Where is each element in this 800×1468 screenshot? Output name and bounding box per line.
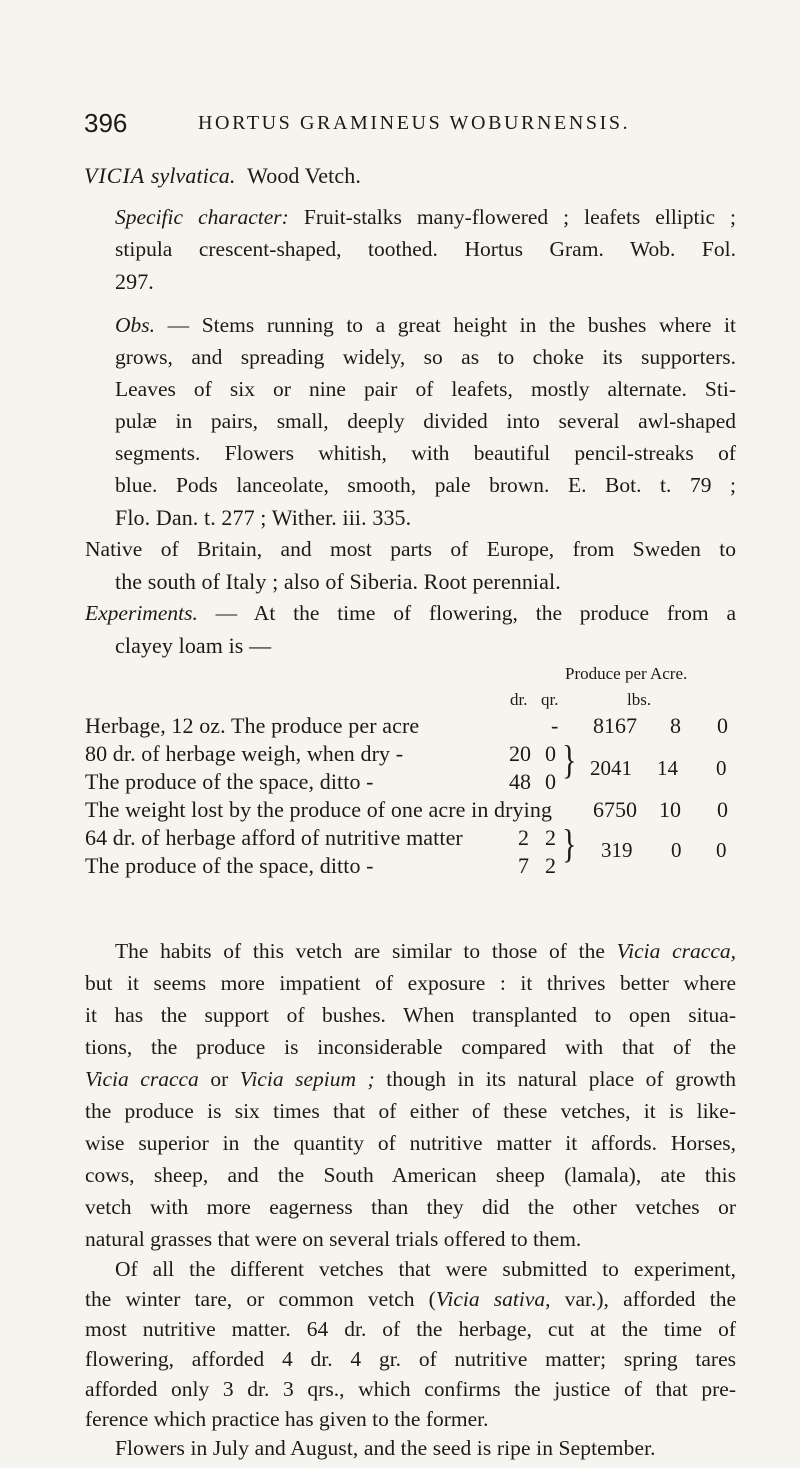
specific-label: Specific character: (115, 205, 289, 229)
body-p1-italic-1: Vicia cracca, (616, 939, 736, 963)
table-row-3-qr: 0 (545, 769, 556, 794)
specific-line-1 (115, 205, 736, 230)
body-p2-line-6: ference which practice has given to the former. (85, 1407, 489, 1431)
table-row-5-label: 64 dr. of herbage afford of nutritive matter (85, 825, 463, 850)
obs-line-7: Flo. Dan. t. 277 ; Wither. iii. 335. (115, 505, 412, 530)
acre-row-1-dr: 0 (717, 713, 728, 738)
acre-row-2-lbs: 2041 (590, 756, 632, 780)
acre-row-2-oz: 14 (657, 756, 678, 780)
table-row-1-dash: - (551, 713, 559, 738)
experiments-line-1 (85, 601, 736, 626)
table-row-6-qr: 2 (545, 853, 556, 878)
obs-line-6: blue. Pods lanceolate, smooth, pale brown. E. Bot. t. 79 ; (115, 473, 736, 497)
obs-text-1: — Stems running to a great height in the bushes where it (167, 313, 737, 337)
body-p2-line-3: most nutritive matter. 64 dr. of the herbage, cut at the time of (85, 1317, 736, 1341)
specific-line-3: 297. (115, 269, 154, 294)
brace-2: } (562, 822, 577, 867)
acre-row-1-oz: 8 (670, 713, 681, 738)
body-p1-line-10: natural grasses that were on several trials offered to them. (85, 1227, 582, 1251)
acre-row-3-dr: 0 (717, 797, 728, 822)
acre-row-4-dr: 0 (716, 838, 727, 862)
col-dr-header: dr. (510, 690, 528, 709)
obs-label: Obs. (115, 313, 156, 337)
body-p1-italic-3: Vicia sepium ; (239, 1067, 375, 1091)
specific-line-2: stipula crescent-shaped, toothed. Hortus Gram. Wob. Fol. (115, 237, 736, 261)
acre-row-4-lbs: 319 (601, 838, 633, 862)
specific-text-1: Fruit-stalks many-flowered ; leafets elliptic ; (303, 205, 737, 229)
acre-row-1-lbs: 8167 (593, 713, 637, 738)
body-p1-line-1 (115, 939, 736, 964)
body-p1-line-5 (85, 1067, 736, 1092)
body-p1-line-7: wise superior in the quantity of nutritive matter it affords. Horses, (85, 1131, 736, 1155)
produce-per-acre-header: Produce per Acre. (565, 664, 688, 683)
body-p2-line-5: afforded only 3 dr. 3 qrs., which confirms the justice of that pre- (85, 1377, 736, 1401)
species-heading (84, 163, 361, 189)
table-row-3-label: The produce of the space, ditto - (85, 769, 374, 794)
table-row-5-dr: 2 (518, 825, 529, 850)
acre-row-4-oz: 0 (671, 838, 682, 862)
page-number: 396 (84, 108, 128, 138)
running-title: HORTUS GRAMINEUS WOBURNENSIS. (198, 112, 631, 134)
body-p1-line-8: cows, sheep, and the South American sheep (lamala), ate this (85, 1163, 736, 1187)
table-row-3-dr: 48 (509, 769, 531, 794)
body-p2-line-1: Of all the different vetches that were submitted to experiment, (115, 1257, 736, 1281)
body-p2-line-2 (85, 1287, 736, 1312)
acre-row-3-lbs: 6750 (593, 797, 637, 822)
experiments-label: Experiments. (85, 601, 198, 625)
obs-line-2: grows, and spreading widely, so as to choke its supporters. (115, 345, 736, 369)
obs-line-3: Leaves of six or nine pair of leafets, mostly alternate. Sti- (115, 377, 736, 401)
obs-line-4: pulæ in pairs, small, deeply divided into several awl-shaped (115, 409, 736, 433)
experiments-text-1: — At the time of flowering, the produce from a (215, 601, 737, 625)
body-p2-text-2b: var.), afforded the (564, 1287, 737, 1311)
acre-row-3-oz: 10 (659, 797, 681, 822)
native-line-2: the south of Italy ; also of Siberia. Root perennial. (115, 569, 561, 594)
table-row-6-label: The produce of the space, ditto - (85, 853, 374, 878)
table-row-2-qr: 0 (545, 741, 556, 766)
body-p1-text-1: The habits of this vetch are similar to those of the (115, 939, 605, 963)
body-p1-line-2: but it seems more impatient of exposure : it thrives better where (85, 971, 736, 995)
body-p2-text-2: the winter tare, or common vetch ( (85, 1287, 436, 1311)
body-p2-line-4: flowering, afforded 4 dr. 4 gr. of nutritive matter; spring tares (85, 1347, 736, 1371)
body-p1-text-5: though in its natural place of growth (386, 1067, 737, 1091)
table-row-4-label: The weight lost by the produce of one acre in drying (85, 797, 553, 822)
obs-line-1 (115, 313, 736, 338)
table-row-2-dr: 20 (509, 741, 531, 766)
col-qr-header: qr. (541, 690, 559, 709)
body-p1-italic-2: Vicia cracca (85, 1067, 199, 1091)
epithet: sylvatica. (150, 163, 236, 188)
body-p1-or: or (210, 1067, 229, 1091)
brace-1: } (562, 738, 577, 783)
table-row-5-qr: 2 (545, 825, 556, 850)
native-line-1: Native of Britain, and most parts of Europe, from Sweden to (85, 537, 736, 561)
obs-line-5: segments. Flowers whitish, with beautiful pencil-streaks of (115, 441, 736, 465)
body-p2-italic: Vicia sativa, (435, 1287, 551, 1311)
table-row-2-label: 80 dr. of herbage weigh, when dry - (85, 741, 404, 766)
acre-row-2-dr: 0 (716, 756, 727, 780)
body-p1-line-3: it has the support of bushes. When transplanted to open situa- (85, 1003, 736, 1027)
body-p3: Flowers in July and August, and the seed is ripe in September. (115, 1436, 656, 1460)
table-row-6-dr: 7 (518, 853, 529, 878)
body-p1-line-9: vetch with more eagerness than they did the other vetches or (85, 1195, 736, 1219)
genus: VICIA (84, 163, 146, 188)
body-p1-line-6: the produce is six times that of either of these vetches, it is like- (85, 1099, 736, 1123)
table-row-1-label: Herbage, 12 oz. The produce per acre (85, 713, 420, 738)
body-p1-line-4: tions, the produce is inconsiderable compared with that of the (85, 1035, 736, 1059)
experiments-line-2: clayey loam is — (115, 633, 272, 658)
col-lbs-header: lbs. (627, 690, 652, 709)
common-name: Wood Vetch. (247, 163, 361, 188)
